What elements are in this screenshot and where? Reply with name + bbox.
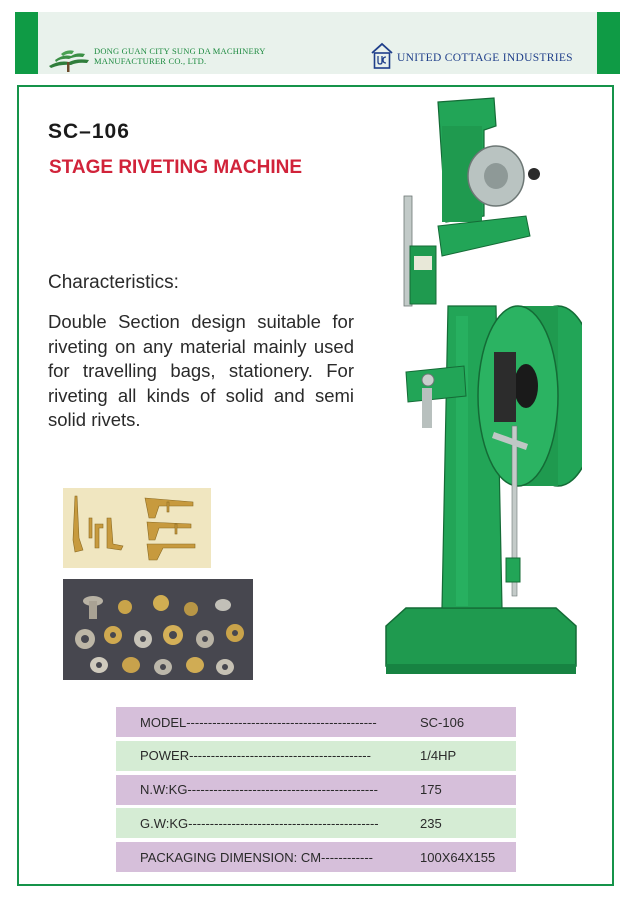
spec-row-power	[116, 741, 516, 771]
riveting-machine-illustration	[376, 96, 582, 684]
header-right-bar	[597, 12, 620, 74]
characteristics-body: Double Section design suitable for riveting on any material mainly used for travelling bags, stationery. For riveting all kinds of solid and semi solid rivets.	[48, 311, 354, 430]
spec-table	[116, 707, 516, 876]
house-uci-logo-icon	[371, 42, 393, 70]
partner-name: UNITED COTTAGE INDUSTRIES	[397, 52, 573, 64]
pine-tree-logo-icon	[47, 46, 91, 72]
spec-label: PACKAGING DIMENSION: CM------------	[140, 849, 374, 865]
spec-value: 175	[420, 782, 442, 797]
spec-label: G.W:KG--------------------------------------------	[140, 815, 379, 831]
spec-value: 235	[420, 815, 442, 831]
spec-label: POWER------------------------------------------	[140, 748, 371, 764]
characteristics-heading: Characteristics:	[48, 272, 179, 293]
spec-value: SC-106	[420, 714, 465, 730]
header-banner	[15, 12, 620, 74]
spec-label: MODEL--------------------------------------------	[140, 714, 377, 730]
product-model: SC–106	[48, 120, 130, 143]
spec-row-packaging	[116, 842, 516, 872]
product-name: STAGE RIVETING MACHINE	[49, 157, 302, 178]
spec-value: 1/4HP	[420, 748, 457, 764]
spec-row-gross-weight	[116, 808, 516, 838]
spec-row-model	[116, 707, 516, 737]
company-name	[94, 46, 266, 66]
spec-label: N.W:KG--------------------------------------------	[140, 782, 378, 797]
rivet-tools-photo	[63, 488, 211, 568]
rivets-photo	[63, 579, 253, 680]
spec-value: 100X64X155	[420, 849, 496, 865]
spec-row-net-weight	[116, 775, 516, 805]
company-line-2: MANUFACTURER CO., LTD.	[94, 56, 207, 66]
header-left-bar	[15, 12, 38, 74]
company-line-1: DONG GUAN CITY SUNG DA MACHINERY	[94, 46, 266, 56]
